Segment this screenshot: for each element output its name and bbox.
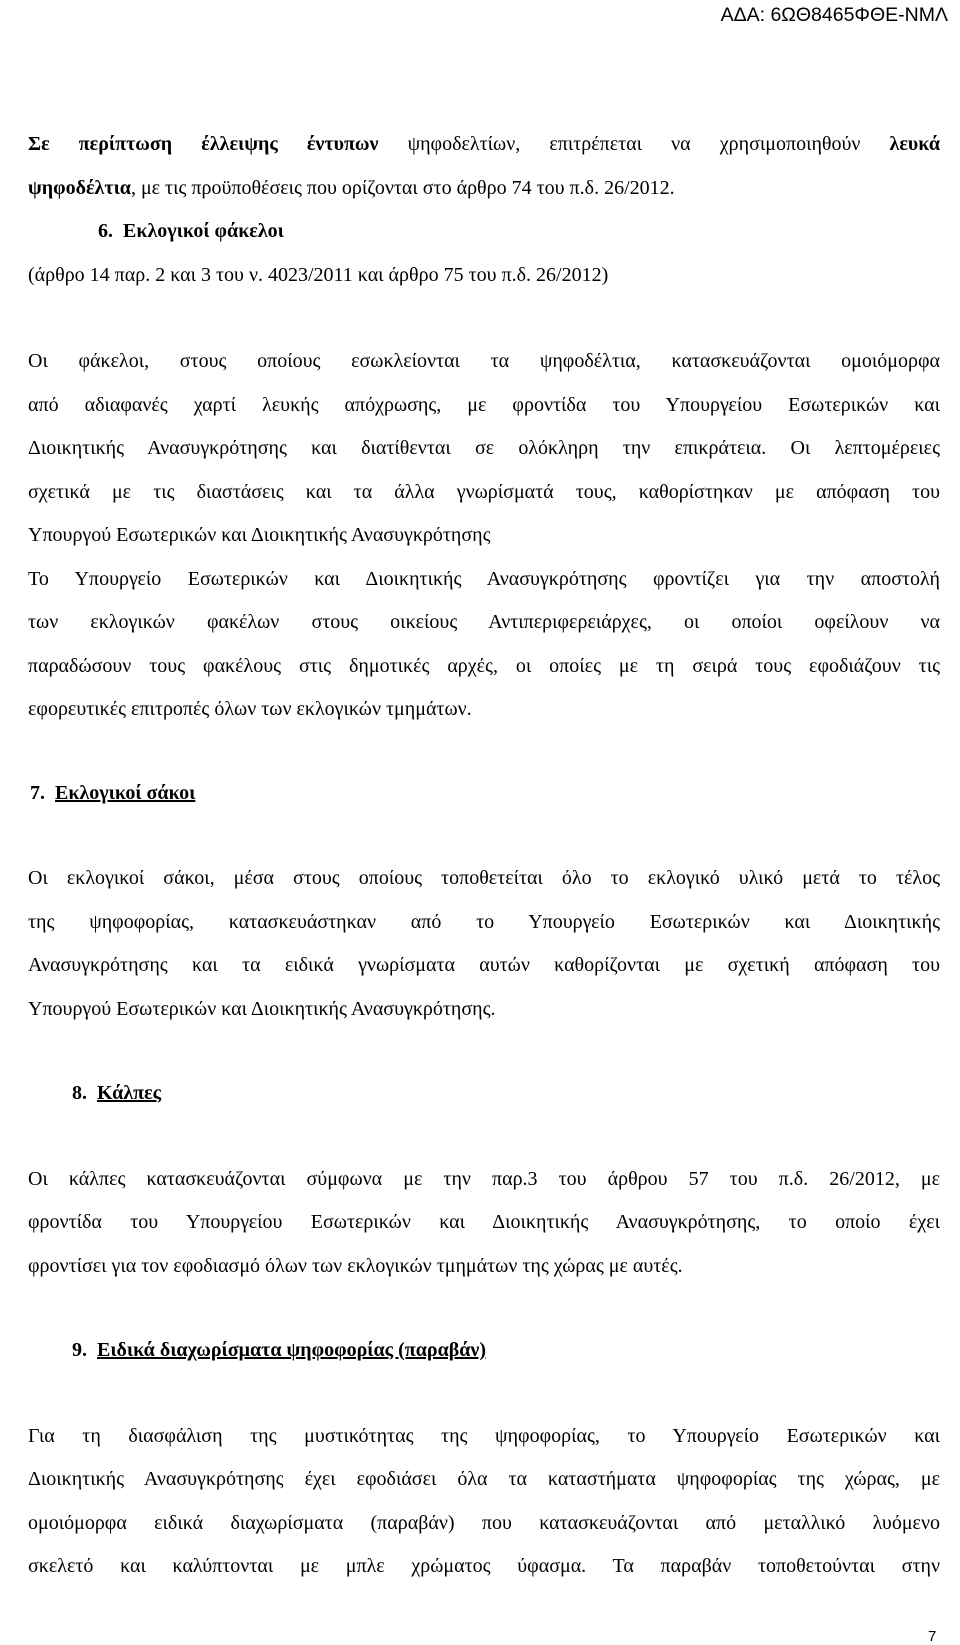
section6-p1-line3 [28, 427, 940, 471]
section9-number: 9. [72, 1339, 87, 1361]
section6-p2-line2: των εκλογικών φακέλων στους οικείους Αντιπεριφερειάρχες, οι οποίοι οφείλουν να [28, 611, 940, 633]
document-body [28, 123, 940, 1589]
section8-line1: Οι κάλπες κατασκευάζονται σύμφωνα με την παρ.3 του άρθρου 57 του π.δ. 26/2012, με [28, 1167, 940, 1190]
section9-line2: Διοικητικής Ανασυγκρότησης έχει εφοδιάσει όλα τα καταστήματα ψηφοφορίας της χώρας, με [28, 1468, 940, 1490]
section6-p1-line1: Οι φάκελοι, στους οποίους εσωκλείονται τα ψηφοδέλτια, κατασκευάζονται ομοιόμορφα [28, 350, 940, 372]
ada-code: ΑΔΑ: 6ΩΘ8465ΦΘΕ-ΝΜΛ [720, 4, 948, 26]
section7-title: Εκλογικοί σάκοι [55, 781, 196, 804]
page-number: 7 [928, 1628, 937, 1645]
section7-number: 7. [30, 781, 45, 804]
section6-p1-line5: Υπουργού Εσωτερικών και Διοικητικής Ανασυγκρότησης [28, 524, 491, 546]
intro-text-1: ψηφοδελτίων, επιτρέπεται να χρησιμοποιηθούν [378, 133, 890, 155]
section8-line3: φροντίσει για τον εφοδιασμό όλων των εκλογικών τμημάτων της χώρας με αυτές. [28, 1254, 683, 1277]
section7-heading [28, 772, 940, 816]
section6-heading [28, 210, 940, 254]
section9-line4: σκελετό και καλύπτονται με μπλε χρώματος ύφασμα. Τα παραβάν τοποθετούνται στην [28, 1555, 940, 1577]
section6-p2-line4: εφορευτικές επιτροπές όλων των εκλογικών τμημάτων. [28, 698, 472, 720]
section8-title: Κάλπες [97, 1082, 162, 1104]
section6-title: Εκλογικοί φάκελοι [123, 220, 284, 242]
section6-p1-line3a: Διοικητικής Ανασυγκρότησης και διατίθενται σε ολόκληρη την επικράτεια. [28, 437, 767, 459]
section6-p1-line4: σχετικά με τις διαστάσεις και τα άλλα γνωρίσματά τους, καθορίστηκαν με απόφαση του [28, 480, 940, 503]
intro-text-2: , με τις προϋποθέσεις που ορίζονται στο άρθρο 74 του π.δ. 26/2012. [130, 176, 675, 199]
section7-line2: της ψηφοφορίας, κατασκευάστηκαν από το Υπουργείο Εσωτερικών και Διοικητικής [28, 910, 940, 933]
section6-p2-line1: Το Υπουργείο Εσωτερικών και Διοικητικής Ανασυγκρότησης φροντίζει για την αποστολή [28, 567, 940, 590]
section7-line4: Υπουργού Εσωτερικών και Διοικητικής Ανασυγκρότησης. [28, 997, 496, 1020]
section6-reference: (άρθρο 14 παρ. 2 και 3 του ν. 4023/2011 και άρθρο 75 του π.δ. 26/2012) [28, 263, 609, 286]
intro-line-1 [28, 123, 940, 167]
section7-line1: Οι εκλογικοί σάκοι, μέσα στους οποίους τοποθετείται όλο το εκλογικό υλικό μετά το τέλος [28, 867, 940, 889]
intro-bold-mid: λευκά [889, 133, 940, 155]
section9-line3: ομοιόμορφα ειδικά διαχωρίσματα (παραβάν) που κατασκευάζονται από μεταλλικό λυόμενο [28, 1511, 940, 1534]
section8-number: 8. [72, 1082, 87, 1104]
intro-bold-start: Σε περίπτωση έλλειψης έντυπων [28, 133, 379, 155]
section7-line3: Ανασυγκρότησης και τα ειδικά γνωρίσματα αυτών καθορίζονται με σχετική απόφαση του [28, 954, 940, 976]
intro-bold-line2: ψηφοδέλτια [28, 176, 131, 199]
section6-p1-line2: από αδιαφανές χαρτί λευκής απόχρωσης, με φροντίδα του Υπουργείου Εσωτερικών και [28, 393, 940, 416]
section9-heading [28, 1329, 940, 1373]
section9-line1: Για τη διασφάλιση της μυστικότητας της ψηφοφορίας, το Υπουργείο Εσωτερικών και [28, 1424, 940, 1447]
section6-number: 6. [98, 220, 113, 242]
section8-line2: φροντίδα του Υπουργείου Εσωτερικών και Διοικητικής Ανασυγκρότησης, το οποίο έχει [28, 1211, 940, 1233]
section6-p1-line3b: Οι λεπτομέρειες [766, 437, 940, 459]
section6-p2-line3: παραδώσουν τους φακέλους στις δημοτικές αρχές, οι οποίες με τη σειρά τους εφοδιάζουν τις [28, 654, 940, 677]
intro-line-2 [28, 167, 940, 211]
section9-title: Ειδικά διαχωρίσματα ψηφοφορίας (παραβάν) [97, 1339, 487, 1361]
section8-heading [28, 1072, 940, 1116]
